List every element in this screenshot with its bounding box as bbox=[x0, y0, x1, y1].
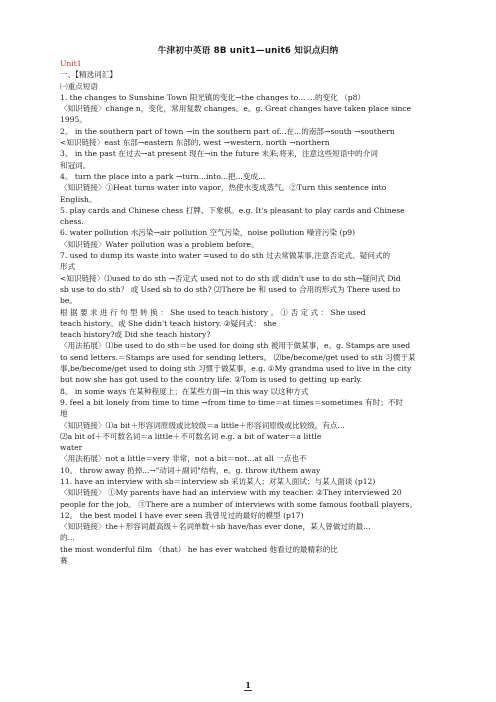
text-line: 〈知识链接〉the＋形容词最高级＋名词单数＋sb have/has ever done，某人曾做过的最... bbox=[60, 522, 371, 532]
text-line: 12。 the best model I have ever seen 我曾见过的最好的模型 (p17) bbox=[60, 510, 304, 520]
text-line: 1. the changes to Sunshine Town 阳光镇的变化→the changes to... ...的变化 （p8） bbox=[60, 92, 366, 102]
text-line: 〈知识链接〉⑴a bit＋形容词原级或比较级＝a little＋形容词原级或比较级，有点... bbox=[60, 420, 345, 430]
text-line: ㈠重点短语 bbox=[60, 81, 98, 91]
text-line: be。 bbox=[60, 296, 77, 306]
text-line: sb use to do sth？ 或 Used sb to do sth? ⑵There be 和 used to 合用的形式为 There used to bbox=[60, 284, 401, 294]
text-line: 〈知识链接〉change n，变化，常用复数 changes。e。g. Great changes have taken place since bbox=[60, 104, 412, 114]
text-line: 和冠词。 bbox=[60, 160, 91, 170]
page-footer bbox=[0, 680, 496, 691]
text-line: 一、【精选词汇】 bbox=[60, 70, 117, 80]
text-line: <知识链接〉⑴used to do sth →否定式 used not to do sth 或 didn't use to do sth→疑问式 Did bbox=[60, 273, 401, 283]
text-line: 8。 in some ways 在某种程度上；在某些方面→in this way 以这种方式 bbox=[60, 386, 309, 396]
text-line: 〈知识链接〉Water pollution was a problem before。 bbox=[60, 239, 259, 249]
text-line: <知识链接〉east 东部→eastern 东部的, west →western, north →northern bbox=[60, 138, 330, 148]
text-line: 9. feel a bit lonely from time to time →from time to time＝at times＝sometimes 有时；不时 bbox=[60, 397, 404, 407]
text-line: 〈知识链接〉①Heat turns water into vapor，热使水变成蒸气。②Turn this sentence into bbox=[60, 183, 387, 193]
text-line: water bbox=[60, 443, 83, 453]
text-line: 事,be/become/get used to doing sth 习惯于做某事，e.g. ①My grandma used to live in the city bbox=[60, 364, 412, 374]
text-line: but now she has got used to the country life. ②Tom is used to getting up early. bbox=[60, 375, 363, 385]
text-line: ⑵a bit of＋不可数名词＝a little＋不可数名词 e.g. a bit of water＝a little bbox=[60, 431, 322, 441]
page-number: 1 bbox=[245, 680, 251, 690]
text-line: teach history?或 Did she teach history? bbox=[60, 330, 211, 340]
text-line: 地 bbox=[60, 409, 68, 419]
text-line: 5. play cards and Chinese chess 打牌、下象棋。e.g. It's pleasant to play cards and Chinese bbox=[60, 205, 405, 215]
text-line: chess. bbox=[60, 217, 84, 227]
text-line: 根 据 要 求 进 行 句 型 转 换 ： She used to teach history 。 ① 否 定 式 ： She used bbox=[60, 307, 366, 317]
text-line: teach history。或 She didn't teach history. ②疑问式： she bbox=[60, 318, 277, 328]
text-line: English。 bbox=[60, 194, 97, 204]
text-line: to send letters.＝Stamps are used for sending letters。 ⑵be/become/get used to sth 习惯于某 bbox=[60, 352, 416, 362]
text-line: the most wonderful film （that） he has ever watched 他看过的最精彩的比 bbox=[60, 544, 338, 554]
text-line: 10。 throw away 扔掉...→"动词＋副词"结构，e。g. throw it/them away bbox=[60, 465, 321, 475]
text-line: 3。 in the past 在过去→at present 现在→in the future 未来;将来，注意这些短语中的介词 bbox=[60, 149, 378, 159]
text-line: 1995。 bbox=[60, 115, 87, 125]
text-line: 2。 in the southern part of town →in the southern part of...在...的南部→south →southern bbox=[60, 126, 395, 136]
text-line: 〈用法拓展〉⑴be used to do sth＝be used for doing sth 被用于做某事，e。g. Stamps are used bbox=[60, 341, 411, 351]
text-line: 〈用法拓展〉not a little＝very 非常，not a bit＝not...at all 一点也不 bbox=[60, 454, 307, 464]
text-line: 11. have an interview with sb＝interview sb 采访某人；对某人面试；与某人面谈 (p12) bbox=[60, 476, 376, 486]
text-line: 7. used to dump its waste into water =used to do sth 过去常做某事,注意否定式、疑问式的 bbox=[60, 251, 391, 261]
text-line: 〈知识链接〉 ①My parents have had an interview with my teacher. ②They interviewed 20 bbox=[60, 488, 402, 498]
document-title: 牛津初中英语 8B unit1—unit6 知识点归纳 bbox=[157, 46, 339, 56]
text-line: 的... bbox=[60, 533, 75, 543]
text-line: people for the job。 ③There are a number of interviews with some famous football players。 bbox=[60, 499, 418, 509]
text-line: 赛 bbox=[60, 556, 68, 566]
document-body bbox=[60, 58, 444, 566]
text-line: 形式 bbox=[60, 262, 76, 272]
text-line: 6. water pollution 水污染→air pollution 空气污染，noise pollution 噪音污染 (p9) bbox=[60, 228, 356, 238]
text-line: 4。 turn the place into a park →turn...into...把...变成... bbox=[60, 171, 266, 181]
text-line: Unit1 bbox=[60, 59, 82, 68]
